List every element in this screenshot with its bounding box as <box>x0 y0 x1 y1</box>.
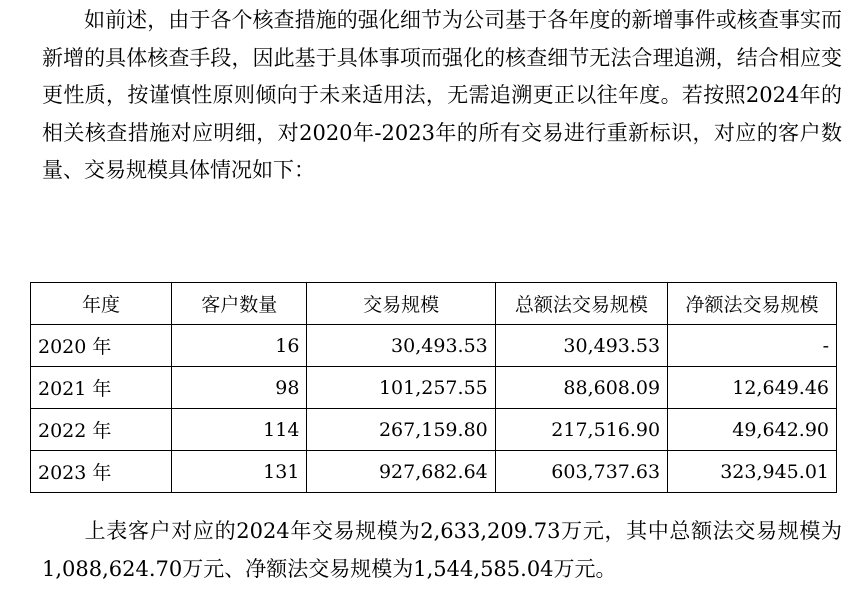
cell-transaction-scale: 101,257.55 <box>307 367 495 409</box>
cell-customer-count: 98 <box>172 367 307 409</box>
cell-year: 2023 年 <box>31 451 172 493</box>
summary-text: 上表客户对应的2024年交易规模为2,633,209.73万元，其中总额法交易规模为1,088,624.70万元、净额法交易规模为1,544,585.04万元。 <box>42 519 842 581</box>
cell-transaction-scale: 267,159.80 <box>307 409 495 451</box>
cell-customer-count: 16 <box>172 325 307 367</box>
table-header-row <box>31 283 837 325</box>
cell-gross-method-scale: 217,516.90 <box>495 409 667 451</box>
transaction-table <box>30 282 837 493</box>
cell-gross-method-scale: 88,608.09 <box>495 367 667 409</box>
cell-net-method-scale: - <box>668 325 837 367</box>
header-gross-method-scale: 总额法交易规模 <box>495 283 667 325</box>
cell-year: 2022 年 <box>31 409 172 451</box>
table-row <box>31 325 837 367</box>
cell-gross-method-scale: 30,493.53 <box>495 325 667 367</box>
cell-transaction-scale: 30,493.53 <box>307 325 495 367</box>
cell-gross-method-scale: 603,737.63 <box>495 451 667 493</box>
cell-net-method-scale: 49,642.90 <box>668 409 837 451</box>
cell-year: 2021 年 <box>31 367 172 409</box>
cell-customer-count: 114 <box>172 409 307 451</box>
cell-transaction-scale: 927,682.64 <box>307 451 495 493</box>
table-row <box>31 367 837 409</box>
header-customer-count: 客户数量 <box>172 283 307 325</box>
header-transaction-scale: 交易规模 <box>307 283 495 325</box>
header-year: 年度 <box>31 283 172 325</box>
table-row <box>31 451 837 493</box>
table-row <box>31 409 837 451</box>
header-net-method-scale: 净额法交易规模 <box>668 283 837 325</box>
cell-net-method-scale: 12,649.46 <box>668 367 837 409</box>
cell-year: 2020 年 <box>31 325 172 367</box>
cell-customer-count: 131 <box>172 451 307 493</box>
cell-net-method-scale: 323,945.01 <box>668 451 837 493</box>
summary-paragraph <box>42 513 842 588</box>
intro-text: 如前述，由于各个核查措施的强化细节为公司基于各年度的新增事件或核查事实而新增的具体核查手段，因此基于具体事项而强化的核查细节无法合理追溯，结合相应变更性质，按谨慎性原则倾向于未来适用法，无需追溯更正以往年度。若按照2024年的相关核查措施对应明细，对2020年-2023年的所有交易进行重新标识，对应的客户数量、交易规模具体情况如下： <box>42 8 842 182</box>
intro-paragraph <box>42 2 842 190</box>
